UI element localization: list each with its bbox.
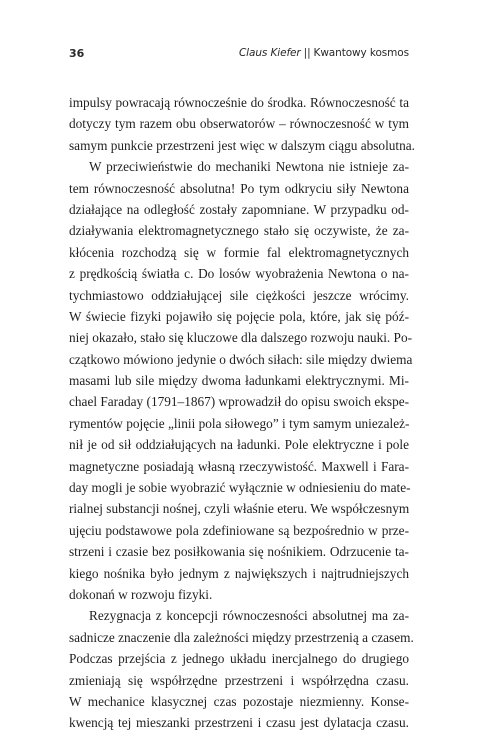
- text-line: W mechanice klasycznej czas pozostaje niezmienny. Konse-: [69, 693, 409, 709]
- header-author: Claus Kiefer: [238, 47, 301, 59]
- header-separator: ||: [303, 47, 311, 59]
- text-line: kłócenia rozchodzą się w formie fal elektromagnetycznych: [69, 244, 409, 260]
- text-line: działywania elektromagnetycznego stało się oczywiste, że za-: [69, 223, 409, 239]
- text-line: Rezygnacja z koncepcji równoczesności absolutnej ma za-: [89, 608, 409, 624]
- header-book-title: Kwantowy kosmos: [313, 47, 409, 59]
- text-line: dotyczy tym razem obu obserwatorów – równoczesność w tym: [69, 116, 409, 132]
- text-line: nił je od sił oddziałujących na ładunki. Pole elektryczne i pole: [69, 437, 409, 453]
- text-line: ujęciu podstawowe pola zdefiniowane są bezpośrednio w prze-: [69, 522, 409, 538]
- text-line: chael Faraday (1791–1867) wprowadził do opisu swoich ekspe-: [69, 394, 410, 410]
- text-line: masami lub sile między dwoma ładunkami elektrycznymi. Mi-: [69, 373, 409, 389]
- text-line: działające na odległość zostały zapomniane. W przypadku od-: [69, 201, 409, 217]
- text-line: niej okazało, stało się kluczowe dla dalszego rozwoju nauki. Po-: [69, 330, 413, 346]
- text-line: impulsy powracają równocześnie do środka. Równoczesność ta: [69, 95, 409, 110]
- text-line: czątkowo mówiono jedynie o dwóch siłach: sile między dwiema: [69, 351, 413, 367]
- text-line: magnetyczne posiadają własną rzeczywistość. Maxwell i Fara-: [69, 458, 409, 474]
- text-line: strzeni i czasie bez posiłkowania się nośnikiem. Odrzucenie ta-: [69, 544, 409, 560]
- header-title: [239, 47, 409, 59]
- text-line: rialnej substancji nośnej, czyli właśnie eteru. We współczesnym: [69, 501, 410, 517]
- text-line: samym punkcie przestrzeni jest więc w dalszym ciągu absolutna.: [69, 137, 415, 153]
- running-header: [69, 47, 409, 65]
- text-line: tychmiastowo oddziałującej sile ciężkości jeszcze wrócimy.: [69, 287, 409, 303]
- text-line: rymentów pojęcie „linii pola siłowego” i tym samym uniezależ-: [69, 415, 410, 431]
- text-line: Podczas przejścia z jednego układu inercjalnego do drugiego: [69, 651, 409, 667]
- text-line: W świecie fizyki pojawiło się pojęcie pola, które, jak się póź-: [69, 308, 409, 324]
- text-line: dokonań w rozwoju fizyki.: [69, 586, 213, 602]
- text-line: day mogli je sobie wyobrazić wyłącznie w odniesieniu do mate-: [69, 480, 411, 496]
- text-line: zmieniają się współrzędne przestrzeni i współrzędna czasu.: [69, 672, 409, 688]
- text-line: W przeciwieństwie do mechaniki Newtona nie istnieje za-: [89, 159, 409, 175]
- page-number: 36: [69, 47, 85, 60]
- text-line: z prędkością światła c. Do losów wyobrażenia Newtona o na-: [69, 266, 409, 282]
- text-line: tem równoczesność absolutna! Po tym odkryciu siły Newtona: [69, 180, 409, 196]
- body-text: [69, 92, 415, 734]
- text-line: kiego nośnika było jednym z największych i najtrudniejszych: [69, 565, 409, 581]
- text-line: kwencją tej mieszanki przestrzeni i czasu jest dylatacja czasu.: [69, 715, 409, 731]
- text-line: sadnicze znaczenie dla zależności między przestrzenią a czasem.: [69, 629, 414, 645]
